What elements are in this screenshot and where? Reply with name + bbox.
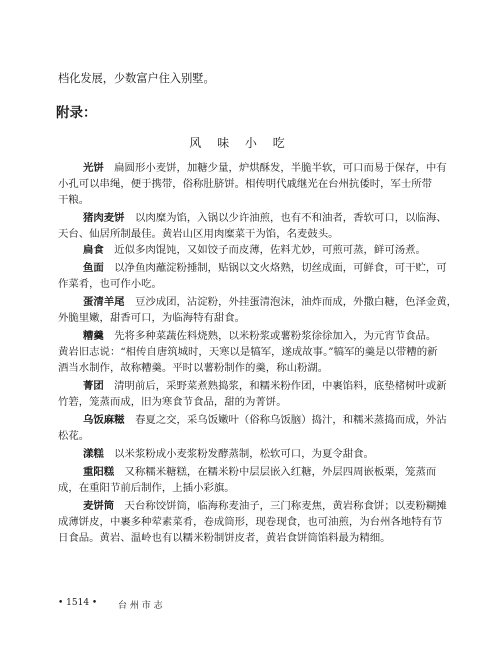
body-line: 猪肉麦饼 以肉糜为馅，入锅以少许油煎，也有不和油者，香软可口，以临海、 — [83, 212, 447, 224]
body-line: 重阳糕 又称糯米糖糕，在糯米粉中层层嵌入红糖，外层四周嵌板栗，笼蒸而 — [83, 466, 437, 478]
body-line: 竹箬，笼蒸而成，旧为寒食节食品，甜的为菁饼。 — [58, 396, 287, 408]
food-name-term: 蛋清羊尾 — [83, 296, 125, 308]
body-line: 扁食 近似多肉馄饨，又如饺子而皮薄，佐料尤妙，可煎可蒸，鲜可汤煮。 — [83, 244, 426, 256]
body-line: 乌饭麻糍 春夏之交，采乌饭嫩叶（俗称乌饭脑）捣汁，和糯米蒸捣而成，外沾 — [83, 414, 447, 426]
body-line: 天台、仙居所制最佳。黄岩山区用肉糜菜干为馅，名麦鼓头。 — [58, 228, 339, 240]
book-title: 台 州 市 志 — [118, 601, 163, 611]
page-number: • 1514 • — [58, 598, 98, 608]
body-line: 鱼面 以净鱼肉蘸淀粉捶制，贴锅以文火烙熟，切丝成面，可鲜食，可干贮，可 — [83, 262, 447, 274]
food-name-term: 重阳糕 — [83, 466, 115, 478]
food-name-term: 乌饭麻糍 — [83, 414, 125, 426]
body-line: 蛋清羊尾 豆沙成团，沾淀粉，外挂蛋清泡沫，油炸而成，外撒白糖，色泽金黄， — [83, 296, 458, 308]
body-line: 外脆里嫩，甜香可口，为临海特有甜食。 — [58, 312, 246, 324]
body-line: 麦饼筒 天台称饺饼筒，临海称麦油子，三门称麦焦，黄岩称食饼；以麦粉糊摊 — [83, 500, 447, 512]
food-name-term: 扁食 — [83, 244, 104, 256]
food-name-term: 鱼面 — [83, 262, 104, 274]
body-line: 漾糕 以米浆粉成小麦浆粉发酵蒸制，松软可口，为夏令甜食。 — [83, 448, 374, 460]
body-line: 糟羹 先将多种菜蔬佐料烧熟，以米粉浆或薯粉浆徐徐加入，为元宵节食品。 — [83, 330, 437, 342]
intro-text: 档化发展，少数富户住入别墅。 — [58, 72, 215, 85]
body-line: 小孔可以串绳，便于携带，俗称肚脐饼。相传明代戚继光在台州抗倭时，军士所带 — [58, 178, 433, 190]
appendix-heading: 附录： — [56, 105, 97, 121]
body-line: 作菜肴，也可作小吃。 — [58, 278, 162, 290]
body-line: 干粮。 — [58, 194, 90, 206]
food-name-term: 糟羹 — [83, 330, 104, 342]
food-name-term: 菁团 — [83, 380, 104, 392]
food-name-term: 麦饼筒 — [83, 500, 115, 512]
body-line: 酒当水制作，故称糟羹。平时以薯粉制作的羹，称山粉湖。 — [58, 362, 329, 374]
body-line: 菁团 清明前后，采野菜煮熟捣浆，和糯米粉作团，中裹馅料，底垫楮树叶或新 — [83, 380, 447, 392]
body-line: 成，在重阳节前后制作，上插小彩旗。 — [58, 482, 235, 494]
food-name-term: 光饼 — [83, 162, 104, 174]
body-line: 黄岩旧志说：“相传自唐筑城时，天寒以是犒军，遂成故事。”犒军的羹是以带糟的新 — [58, 346, 438, 358]
body-line: 成薄饼皮，中裹多种荤素菜肴，卷成筒形，现卷现食，也可油煎，为台州各地特有节 — [58, 516, 443, 528]
body-line: 松花。 — [58, 430, 90, 442]
section-title: 风 味 小 吃 — [189, 136, 291, 150]
food-name-term: 猪肉麦饼 — [83, 212, 125, 224]
body-line: 光饼 扁圆形小麦饼，加糖少量，炉烘酥发，半脆半软，可口而易于保存，中有 — [83, 162, 447, 174]
body-line: 日食品。黄岩、温岭也有以糯米粉制饼皮者，黄岩食饼筒馅料最为精细。 — [58, 532, 391, 544]
food-name-term: 漾糕 — [83, 448, 104, 460]
